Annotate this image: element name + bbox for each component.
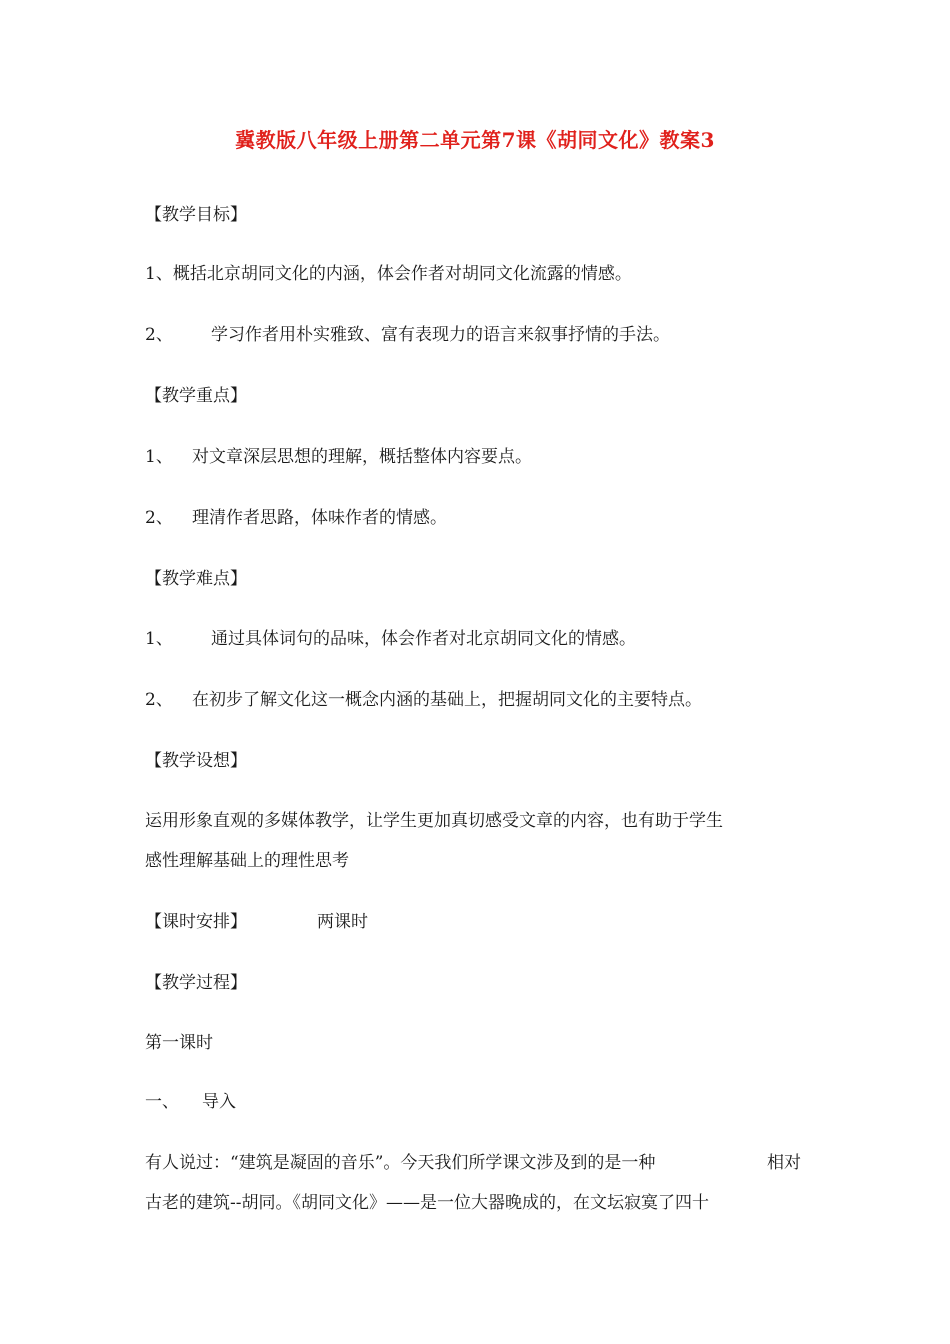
step-1-number: 一、 (145, 1092, 179, 1112)
difficulty-1 (145, 624, 636, 649)
key-point-2 (145, 503, 447, 528)
key-points-heading: 【教学重点】 (145, 386, 247, 406)
idea-text-line-2: 感性理解基础上的理性思考 (145, 851, 349, 871)
difficulties-heading: 【教学难点】 (145, 569, 247, 589)
goal-item-2-number: 2、 (145, 325, 173, 345)
idea-text-line-1: 运用形象直观的多媒体教学，让学生更加真切感受文章的内容，也有助于学生 (145, 811, 723, 831)
key-point-2-text: 理清作者思路，体味作者的情感。 (192, 508, 447, 528)
intro-text-line-1-end: 相对 (767, 1153, 801, 1173)
schedule-value: 两课时 (317, 912, 368, 932)
difficulty-2-text: 在初步了解文化这一概念内涵的基础上，把握胡同文化的主要特点。 (192, 690, 702, 710)
difficulty-2 (145, 685, 702, 710)
document-title: 冀教版八年级上册第二单元第7课《胡同文化》教案3 (235, 128, 715, 152)
intro-text-line-1 (145, 1148, 801, 1173)
intro-text-line-2: 古老的建筑--胡同。《胡同文化》——是一位大器晚成的，在文坛寂寞了四十 (145, 1193, 709, 1213)
key-point-1-number: 1、 (145, 447, 173, 467)
difficulty-2-number: 2、 (145, 690, 173, 710)
process-heading: 【教学过程】 (145, 973, 247, 993)
step-1-text: 导入 (202, 1092, 236, 1112)
step-1 (145, 1087, 236, 1112)
goal-item-1: 1、概括北京胡同文化的内涵，体会作者对胡同文化流露的情感。 (145, 264, 632, 284)
intro-text-line-1-main: 有人说过：“建筑是凝固的音乐”。今天我们所学课文涉及到的是一种 (145, 1153, 656, 1173)
key-point-2-number: 2、 (145, 508, 173, 528)
goal-item-2 (145, 320, 670, 345)
goal-item-2-text: 学习作者用朴实雅致、富有表现力的语言来叙事抒情的手法。 (211, 325, 670, 345)
lesson-1-label: 第一课时 (145, 1033, 213, 1053)
key-point-1-text: 对文章深层思想的理解，概括整体内容要点。 (192, 447, 532, 467)
schedule-heading: 【课时安排】 (145, 912, 247, 932)
schedule-row (145, 907, 368, 932)
difficulty-1-number: 1、 (145, 629, 173, 649)
idea-heading: 【教学设想】 (145, 751, 247, 771)
difficulty-1-text: 通过具体词句的品味，体会作者对北京胡同文化的情感。 (211, 629, 636, 649)
goals-heading: 【教学目标】 (145, 205, 247, 225)
key-point-1 (145, 442, 532, 467)
